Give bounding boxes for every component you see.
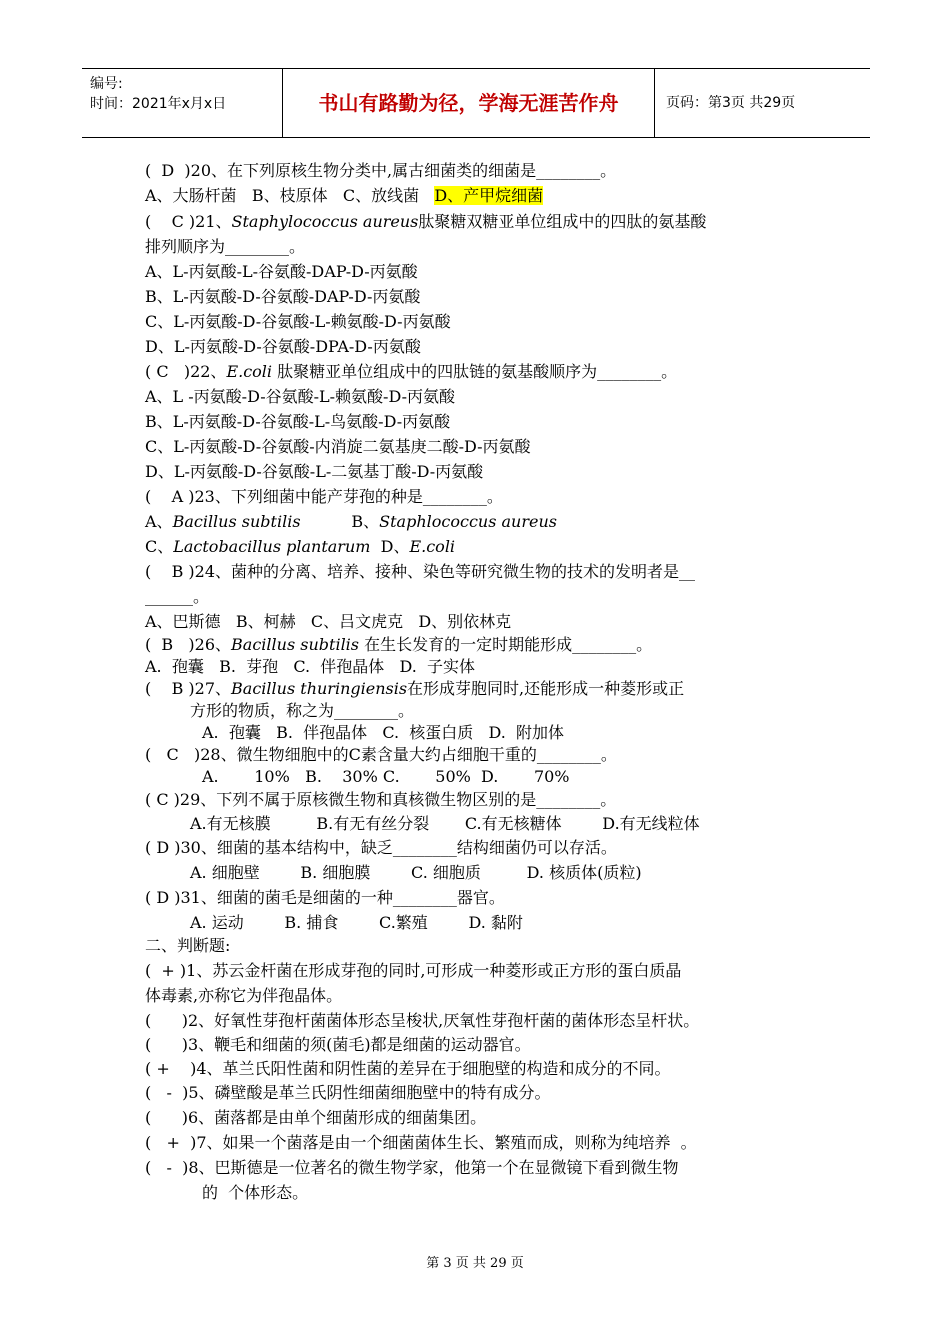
option-label: B、 [300, 512, 380, 531]
question-28-options: A. 10% B. 30% C. 50% D. 70% [202, 767, 570, 786]
question-26 [145, 634, 652, 656]
header-motto: 书山有路勤为径，学海无涯苦作舟 [318, 91, 619, 115]
question-prefix: ( C )21、 [145, 212, 232, 231]
option-c: C、L-丙氨酸-D-谷氨酸-内消旋二氨基庚二酸-D-丙氨酸 [145, 437, 531, 456]
question-prefix: ( B )26、 [145, 635, 232, 654]
highlighted-answer: D、产甲烷细菌 [434, 186, 544, 205]
question-29: ( C )29、下列不属于原核微生物和真核微生物区别的是________。 [145, 790, 617, 809]
header-time: 时间：2021年x月x日 [90, 96, 227, 112]
header-divider [654, 69, 655, 137]
question-text: 在形成芽胞同时,还能形成一种菱形或正 [407, 679, 685, 698]
option-label: D、 [370, 537, 410, 556]
species-name: Lactobacillus plantarum [173, 537, 371, 556]
judgment-5: ( - )5、磷壁酸是革兰氏阴性细菌细胞壁中的特有成分。 [145, 1083, 551, 1102]
option-c: C、L-丙氨酸-D-谷氨酸-L-赖氨酸-D-丙氨酸 [145, 312, 451, 331]
question-26-options: A. 孢囊 B. 芽孢 C. 伴孢晶体 D. 子实体 [145, 657, 476, 676]
judgment-8-cont: 的 个体形态。 [202, 1183, 309, 1202]
page-footer: 第 3 页 共 29 页 [426, 1256, 524, 1271]
question-20: ( D )20、在下列原核生物分类中,属古细菌类的细菌是________。 [145, 161, 617, 180]
option-label: A、 [145, 512, 173, 531]
option-label: C、 [145, 537, 174, 556]
option-text: A、大肠杆菌 B、枝原体 C、放线菌 [145, 186, 435, 205]
judgment-4: ( + )4、革兰氏阳性菌和阴性菌的差异在于细胞壁的构造和成分的不同。 [145, 1059, 671, 1078]
header-page-number: 页码：第3页 共29页 [666, 95, 796, 111]
species-name: E.coli [409, 537, 456, 556]
species-name: Bacillus subtilis [231, 635, 360, 654]
question-text: 肽聚糖双糖亚单位组成中的四肽的氨基酸 [418, 212, 707, 231]
option-b: B、L-丙氨酸-D-谷氨酸-L-鸟氨酸-D-丙氨酸 [145, 412, 451, 431]
question-prefix: ( C )22、 [145, 362, 227, 381]
question-prefix: ( B )27、 [145, 679, 232, 698]
question-27 [145, 678, 684, 700]
question-20-options [145, 185, 543, 207]
question-21-cont: 排列顺序为________。 [145, 237, 306, 256]
question-28: ( C )28、微生物细胞中的C素含量大约占细胞干重的________。 [145, 745, 617, 764]
judgment-1-cont: 体毒素,亦称它为伴孢晶体。 [145, 986, 343, 1005]
question-30: ( D )30、细菌的基本结构中，缺乏________结构细菌仍可以存活。 [145, 838, 617, 857]
header-number: 编号: [90, 76, 123, 92]
question-27-options: A. 孢囊 B. 伴孢晶体 C. 核蛋白质 D. 附加体 [202, 723, 565, 742]
judgment-7: ( + )7、如果一个菌落是由一个细菌菌体生长、繁殖而成，则称为纯培养 。 [145, 1133, 697, 1152]
question-23-options-ab [145, 511, 557, 533]
judgment-6: ( )6、菌落都是由单个细菌形成的细菌集团。 [145, 1108, 487, 1127]
section-heading: 二、判断题: [145, 936, 231, 955]
question-22 [145, 361, 677, 383]
species-name: E.coli [226, 362, 273, 381]
question-text: 肽聚糖亚单位组成中的四肽链的氨基酸顺序为________。 [272, 362, 678, 381]
judgment-1: ( + )1、苏云金杆菌在形成芽孢的同时,可形成一种菱形或正方形的蛋白质晶 [145, 961, 682, 980]
option-d: D、L-丙氨酸-D-谷氨酸-L-二氨基丁酸-D-丙氨酸 [145, 462, 484, 481]
species-name: Bacillus thuringiensis [231, 679, 408, 698]
species-name: Bacillus subtilis [172, 512, 301, 531]
option-d: D、L-丙氨酸-D-谷氨酸-DPA-D-丙氨酸 [145, 337, 421, 356]
question-30-options: A. 细胞壁 B. 细胞膜 C. 细胞质 D. 核质体(质粒) [190, 863, 642, 882]
option-b: B、L-丙氨酸-D-谷氨酸-DAP-D-丙氨酸 [145, 287, 421, 306]
page-header [82, 68, 870, 138]
option-a: A、L-丙氨酸-L-谷氨酸-DAP-D-丙氨酸 [145, 262, 418, 281]
species-name: Staphylococcus aureus [231, 212, 419, 231]
option-a: A、L -丙氨酸-D-谷氨酸-L-赖氨酸-D-丙氨酸 [145, 387, 455, 406]
question-23-options-cd [145, 536, 455, 558]
question-23: ( A )23、下列细菌中能产芽孢的种是________。 [145, 487, 503, 506]
question-21 [145, 211, 706, 233]
question-24-options: A、巴斯德 B、柯赫 C、吕文虎克 D、别依林克 [145, 612, 512, 631]
question-31: ( D )31、细菌的菌毛是细菌的一种________器官。 [145, 888, 505, 907]
question-text: 在生长发育的一定时期能形成________。 [359, 635, 653, 654]
question-24-cont: ______。 [145, 587, 210, 606]
question-29-options: A.有无核膜 B.有无有丝分裂 C.有无核糖体 D.有无线粒体 [190, 814, 700, 833]
question-27-cont: 方形的物质，称之为________。 [190, 701, 415, 720]
question-24: ( B )24、菌种的分离、培养、接种、染色等研究微生物的技术的发明者是__ [145, 562, 696, 581]
species-name: Staphlococcus aureus [379, 512, 557, 531]
header-meta [82, 69, 282, 137]
question-31-options: A. 运动 B. 捕食 C.繁殖 D. 黏附 [190, 913, 523, 932]
judgment-8: ( - )8、巴斯德是一位著名的微生物学家，他第一个在显微镜下看到微生物 [145, 1158, 679, 1177]
judgment-3: ( )3、鞭毛和细菌的须(菌毛)都是细菌的运动器官。 [145, 1035, 531, 1054]
judgment-2: ( )2、好氧性芽孢杆菌菌体形态呈梭状,厌氧性芽孢杆菌的菌体形态呈杆状。 [145, 1011, 700, 1030]
